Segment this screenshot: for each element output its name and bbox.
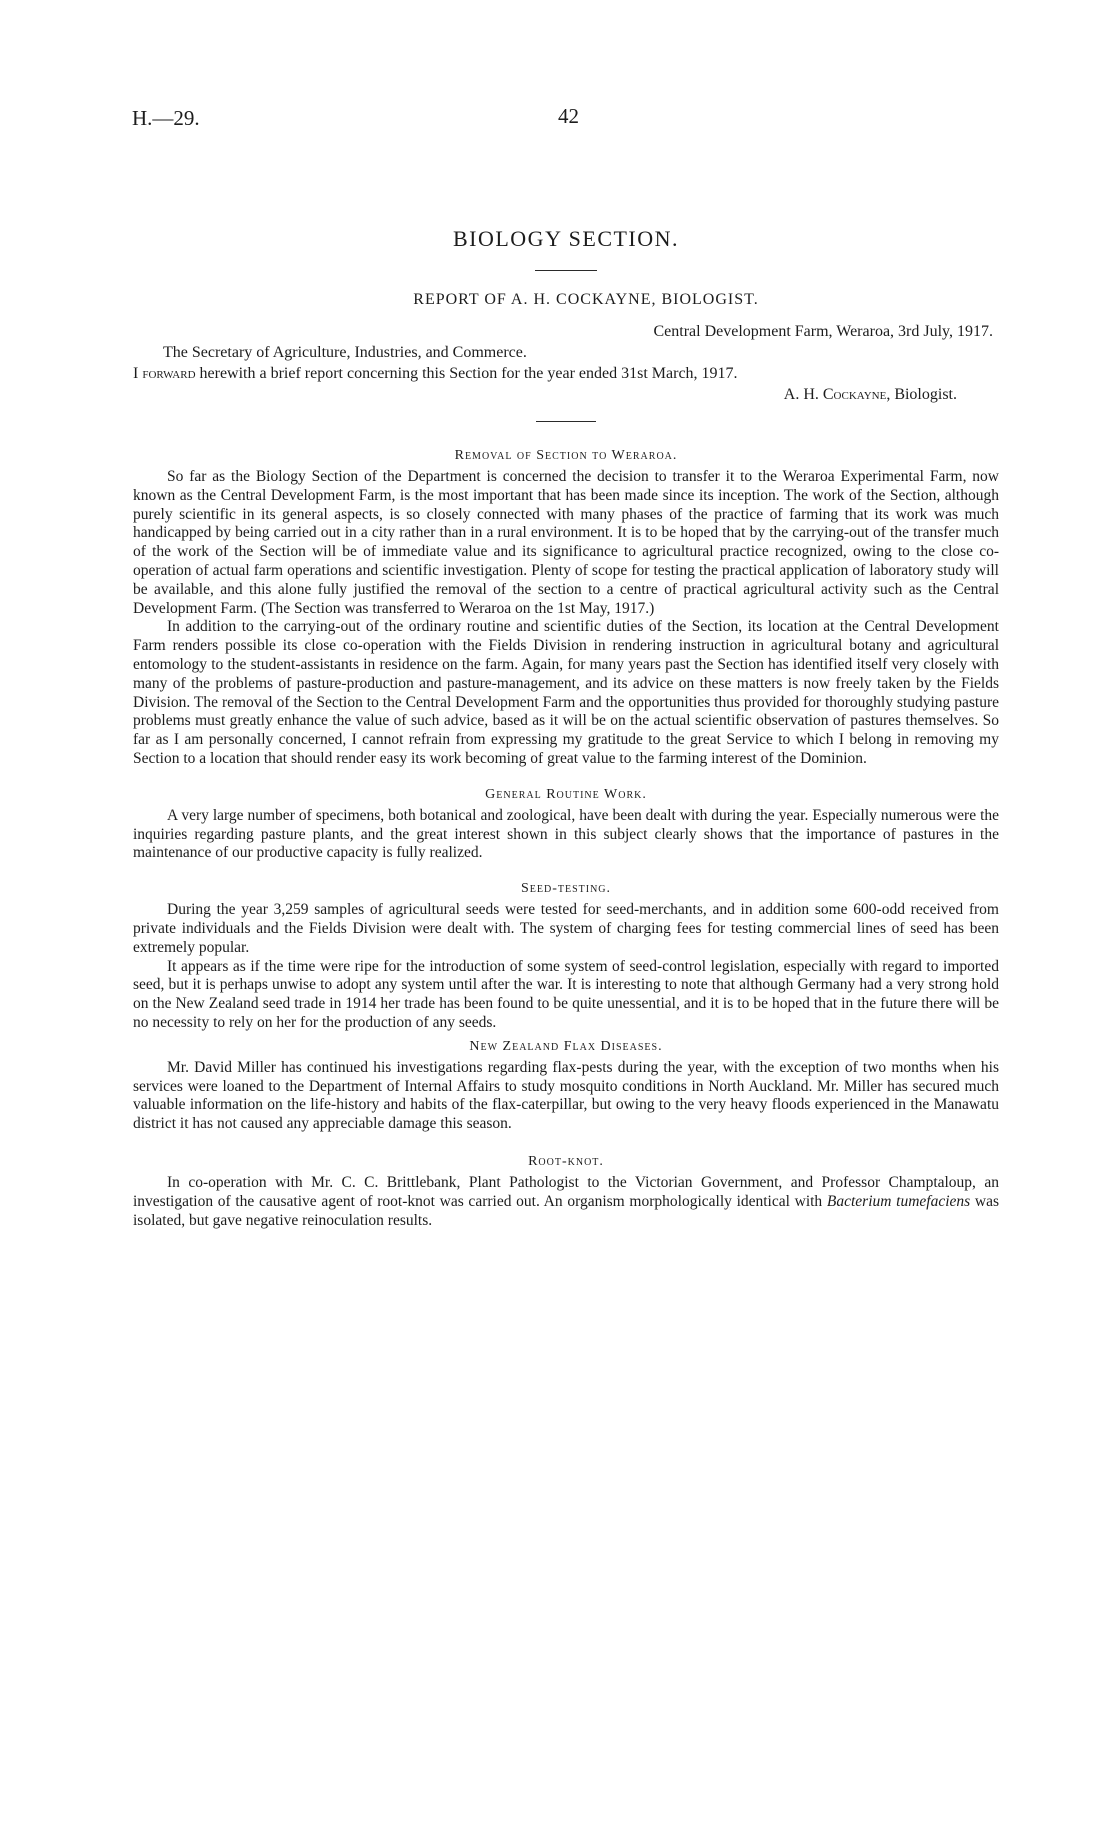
page-number: 42 bbox=[558, 104, 579, 128]
paragraph-root-knot-1 bbox=[133, 1174, 999, 1230]
species-name: Bacterium tumefaciens bbox=[826, 1192, 971, 1210]
section-heading-routine: General Routine Work. bbox=[485, 786, 647, 802]
title-divider bbox=[535, 270, 597, 271]
paragraph-routine-1: A very large number of specimens, both botanical and zoological, have been dealt with during the year. Especially numerous were the inquiries regarding pasture plants, and the great interest shown in this subject clearly shows that the importance of pastures in the maintenance of our productive capacity is fully realized. bbox=[133, 806, 999, 862]
section-heading-removal: Removal of Section to Weraroa. bbox=[454, 448, 678, 463]
document-reference: H.—29. bbox=[132, 106, 200, 130]
paragraph-seed-2: It appears as if the time were ripe for the introduction of some system of seed-control legislation, especially with regard to imported seed, but it is perhaps unwise to adopt any system until after the war. It is interesting to note that although Germany had a very strong hold on the New Zealand seed trade in 1914 her trade has been found to be quite unessential, and it is to be hoped that in the future there will be no necessity to rely on her for the production of any seeds. bbox=[133, 957, 999, 1031]
section-heading-flax: New Zealand Flax Diseases. bbox=[469, 1038, 663, 1054]
letter-signature bbox=[133, 384, 999, 405]
letter-opening-word: I forward bbox=[133, 365, 196, 382]
letter-address-date: Central Development Farm, Weraroa, 3rd July, 1917. bbox=[653, 323, 993, 340]
root-knot-text-end: was isolated, but gave negative reinoculation results. bbox=[133, 1192, 1000, 1229]
letter-recipient: The Secretary of Agriculture, Industries, and Commerce. bbox=[163, 344, 527, 361]
report-heading: REPORT OF A. H. COCKAYNE, BIOLOGIST. bbox=[413, 291, 759, 308]
section-heading-seed-testing: Seed-testing. bbox=[520, 881, 612, 897]
section-heading-root-knot: Root-knot. bbox=[528, 1153, 604, 1169]
page-title: BIOLOGY SECTION. bbox=[452, 226, 680, 251]
paragraph-removal-2: In addition to the carrying-out of the ordinary routine and scientific duties of the Section, its location at the Central Development Farm renders possible its close co-operation with the Fields Division in rendering instruction in agricultural botany and agricultural entomology to the student-assistants in residence on the farm. Again, for many years past the Section has identified itself very closely with many of the problems of pasture-production and pasture-management, and its advice on these matters is now freely taken by the Fields Division. The removal of the Section to the Central Development Farm and the opportunities thus provided for thoroughly studying pasture problems must greatly enhance the value of such advice, based as it will be on the actual scientific observation of pastures themselves. So far as I am personally concerned, I cannot refrain from expressing my gratitude to the great Service to which I belong in removing my Section to a location that should render easy its work becoming of great value to the farming interest of the Dominion. bbox=[133, 618, 999, 767]
letter-divider bbox=[536, 421, 596, 422]
signature-name: A. H. Cockayne bbox=[783, 386, 887, 403]
letter-opening-text: herewith a brief report concerning this Section for the year ended 31st March, 1917. bbox=[195, 365, 738, 382]
paragraph-seed-1: During the year 3,259 samples of agricultural seeds were tested for seed-merchants, and in addition some 600-odd received from private individuals and the Fields Division were dealt with. The system of charging fees for testing commercial lines of seed has been extremely popular. bbox=[133, 901, 999, 956]
paragraph-flax-1: Mr. David Miller has continued his investigations regarding flax-pests during the year, with the exception of two months when his services were loaned to the Department of Internal Affairs to study mosquito conditions in North Auckland. Mr. Miller has secured much valuable information on the life-history and habits of the flax-caterpillar, but owing to the very heavy floods experienced in the Manawatu district it has not caused any appreciable damage this season. bbox=[133, 1058, 999, 1133]
root-knot-text-start: In co-operation with Mr. C. C. Brittlebank, Plant Pathologist to the Victorian Government, and Professor Champtaloup, an investigation of the causative agent of root-knot was carried out. An organism morphologically identical with bbox=[133, 1173, 999, 1210]
letter-opening bbox=[133, 363, 999, 384]
document-body bbox=[133, 226, 999, 1230]
paragraph-removal-1: So far as the Biology Section of the Department is concerned the decision to transfer it to the Weraroa Experimental Farm, now known as the Central Development Farm, is the most important that has been made since its inception. The work of the Section, although purely scientific in its general aspects, is so closely connected with many phases of the practice of farming that its work was much handicapped by being carried out in a city rather than in a rural environment. It is to be hoped that by the carrying-out of the transfer much of the work of the Section will be of immediate value and its significance to agricultural practice recognized, owing to the close co-operation of actual farm operations and scientific investigation. Plenty of scope for testing the practical application of laboratory study will be available, and this alone fully justified the removal of the section to a centre of practical agricultural activity such as the Central Development Farm. (The Section was transferred to Weraroa on the 1st May, 1917.) bbox=[133, 468, 999, 617]
signature-title: , Biologist. bbox=[886, 386, 957, 403]
